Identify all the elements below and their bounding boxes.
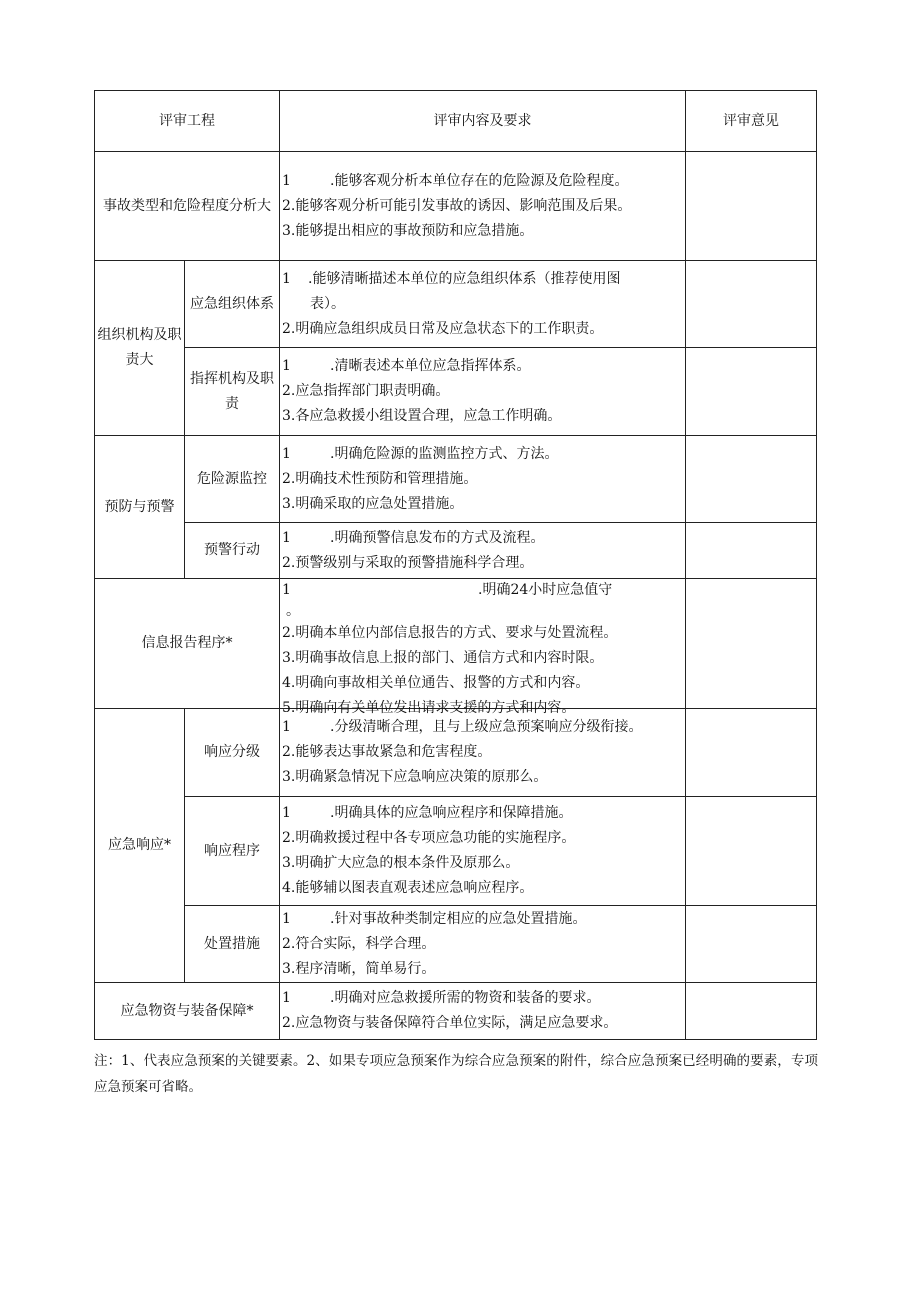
row-label-accident: 事故类型和危险程度分析大 [95, 152, 280, 261]
sub-label-hazard-monitor: 危险源监控 [185, 436, 280, 523]
content-line: 2.预警级别与采取的预警措施科学合理。 [282, 554, 534, 571]
sub-label-warning-action: 预警行动 [185, 523, 280, 579]
content-line: 3.明确紧急情况下应急响应决策的原那么。 [282, 769, 548, 785]
content-line: 1 .明确具体的应急响应程序和保障措施。 [282, 805, 573, 821]
row-org-2 [95, 348, 817, 436]
row-prevent-1 [95, 436, 817, 523]
opinion-cell[interactable] [686, 579, 817, 709]
opinion-cell[interactable] [686, 152, 817, 261]
row-prevent-2 [95, 523, 817, 579]
content-line: 2.明确救援过程中各专项应急功能的实施程序。 [282, 830, 576, 846]
row-content-disposal [280, 906, 686, 983]
opinion-cell[interactable] [686, 261, 817, 348]
opinion-cell[interactable] [686, 906, 817, 983]
content-line: 3.各应急救援小组设置合理，应急工作明确。 [282, 408, 562, 424]
content-line: 4.明确向事故相关单位通告、报警的方式和内容。 [282, 675, 590, 691]
content-line: 1 .明确24小时应急值守 [282, 582, 613, 598]
content-line: 1 .能够客观分析本单位存在的危险源及危险程度。 [282, 172, 629, 189]
content-line: 2.能够客观分析可能引发事故的诱因、影响范围及后果。 [282, 197, 632, 214]
opinion-cell[interactable] [686, 523, 817, 579]
content-line: 1 .分级清晰合理，且与上级应急预案响应分级衔接。 [282, 719, 643, 735]
content-line: 2.明确本单位内部信息报告的方式、要求与处置流程。 [282, 625, 618, 641]
row-response-3 [95, 906, 817, 983]
header-row [95, 91, 817, 152]
content-line: 2.应急物资与装备保障符合单位实际，满足应急要求。 [282, 1015, 618, 1031]
content-line: 表）。 [310, 295, 345, 312]
row-content-warning-action [280, 523, 686, 579]
sub-label-disposal: 处置措施 [185, 906, 280, 983]
sub-label-response-level: 响应分级 [185, 709, 280, 797]
content-line: 4.能够辅以图表直观表述应急响应程序。 [282, 880, 534, 896]
content-line: 1 .明确预警信息发布的方式及流程。 [282, 529, 545, 546]
content-line: 5.明确向有关单位发出请求支援的方式和内容。 [282, 700, 576, 716]
content-line: 1 .清晰表述本单位应急指挥体系。 [282, 358, 531, 374]
opinion-cell[interactable] [686, 709, 817, 797]
footnote: 注：1、代表应急预案的关键要素。2、如果专项应急预案作为综合应急预案的附件，综合应急预案已经明确的要素，专项应急预案可省略。 [94, 1053, 818, 1095]
header-item: 评审工程 [95, 91, 280, 152]
header-content: 评审内容及要求 [280, 91, 686, 152]
content-line: 。 [286, 603, 300, 619]
row-accident [95, 152, 817, 261]
content-line: 3.明确扩大应急的根本条件及原那么。 [282, 855, 520, 871]
row-report [95, 579, 817, 709]
row-content-report [280, 579, 686, 716]
row-org-1 [95, 261, 817, 348]
row-content-response-level [280, 709, 686, 797]
row-label-supply: 应急物资与装备保障* [95, 983, 280, 1040]
content-line: 3.能够提出相应的事故预防和应急措施。 [282, 222, 534, 239]
opinion-cell[interactable] [686, 348, 817, 436]
row-content-response-procedure [280, 797, 686, 906]
content-line: 1 .能够清晰描述本单位的应急组织体系（推荐使用图 [282, 270, 621, 287]
row-label-response: 应急响应* [95, 709, 185, 983]
review-table [94, 90, 817, 1040]
content-line: 3.明确采取的应急处置措施。 [282, 495, 464, 512]
sub-label-org-command: 指挥机构及职责 [185, 348, 280, 436]
content-line: 2.应急指挥部门职责明确。 [282, 383, 450, 399]
row-content-hazard-monitor [280, 436, 686, 523]
row-content-accident [280, 152, 686, 261]
content-line: 2.明确技术性预防和管理措施。 [282, 470, 478, 487]
row-label-org: 组织机构及职责大 [95, 261, 185, 436]
sub-label-response-procedure: 响应程序 [185, 797, 280, 906]
row-label-report: 信息报告程序* [95, 579, 280, 709]
sub-label-org-system: 应急组织体系 [185, 261, 280, 348]
content-line: 2.明确应急组织成员日常及应急状态下的工作职责。 [282, 320, 604, 337]
opinion-cell[interactable] [686, 436, 817, 523]
row-content-supply [280, 983, 686, 1040]
header-opinion: 评审意见 [686, 91, 817, 152]
content-line: 2.符合实际，科学合理。 [282, 935, 436, 952]
row-content-org-command [280, 348, 686, 436]
content-line: 2.能够表达事故紧急和危害程度。 [282, 744, 492, 760]
opinion-cell[interactable] [686, 797, 817, 906]
row-supply [95, 983, 817, 1040]
row-response-1 [95, 709, 817, 797]
content-line: 1 .明确危险源的监测监控方式、方法。 [282, 445, 559, 462]
content-line: 3.程序清晰，简单易行。 [282, 960, 436, 977]
row-content-org-system [280, 261, 686, 348]
row-response-2 [95, 797, 817, 906]
content-line: 1 .针对事故种类制定相应的应急处置措施。 [282, 910, 587, 927]
row-label-prevent: 预防与预警 [95, 436, 185, 579]
content-line: 3.明确事故信息上报的部门、通信方式和内容时限。 [282, 650, 604, 666]
content-line: 1 .明确对应急救援所需的物资和装备的要求。 [282, 990, 601, 1006]
opinion-cell[interactable] [686, 983, 817, 1040]
